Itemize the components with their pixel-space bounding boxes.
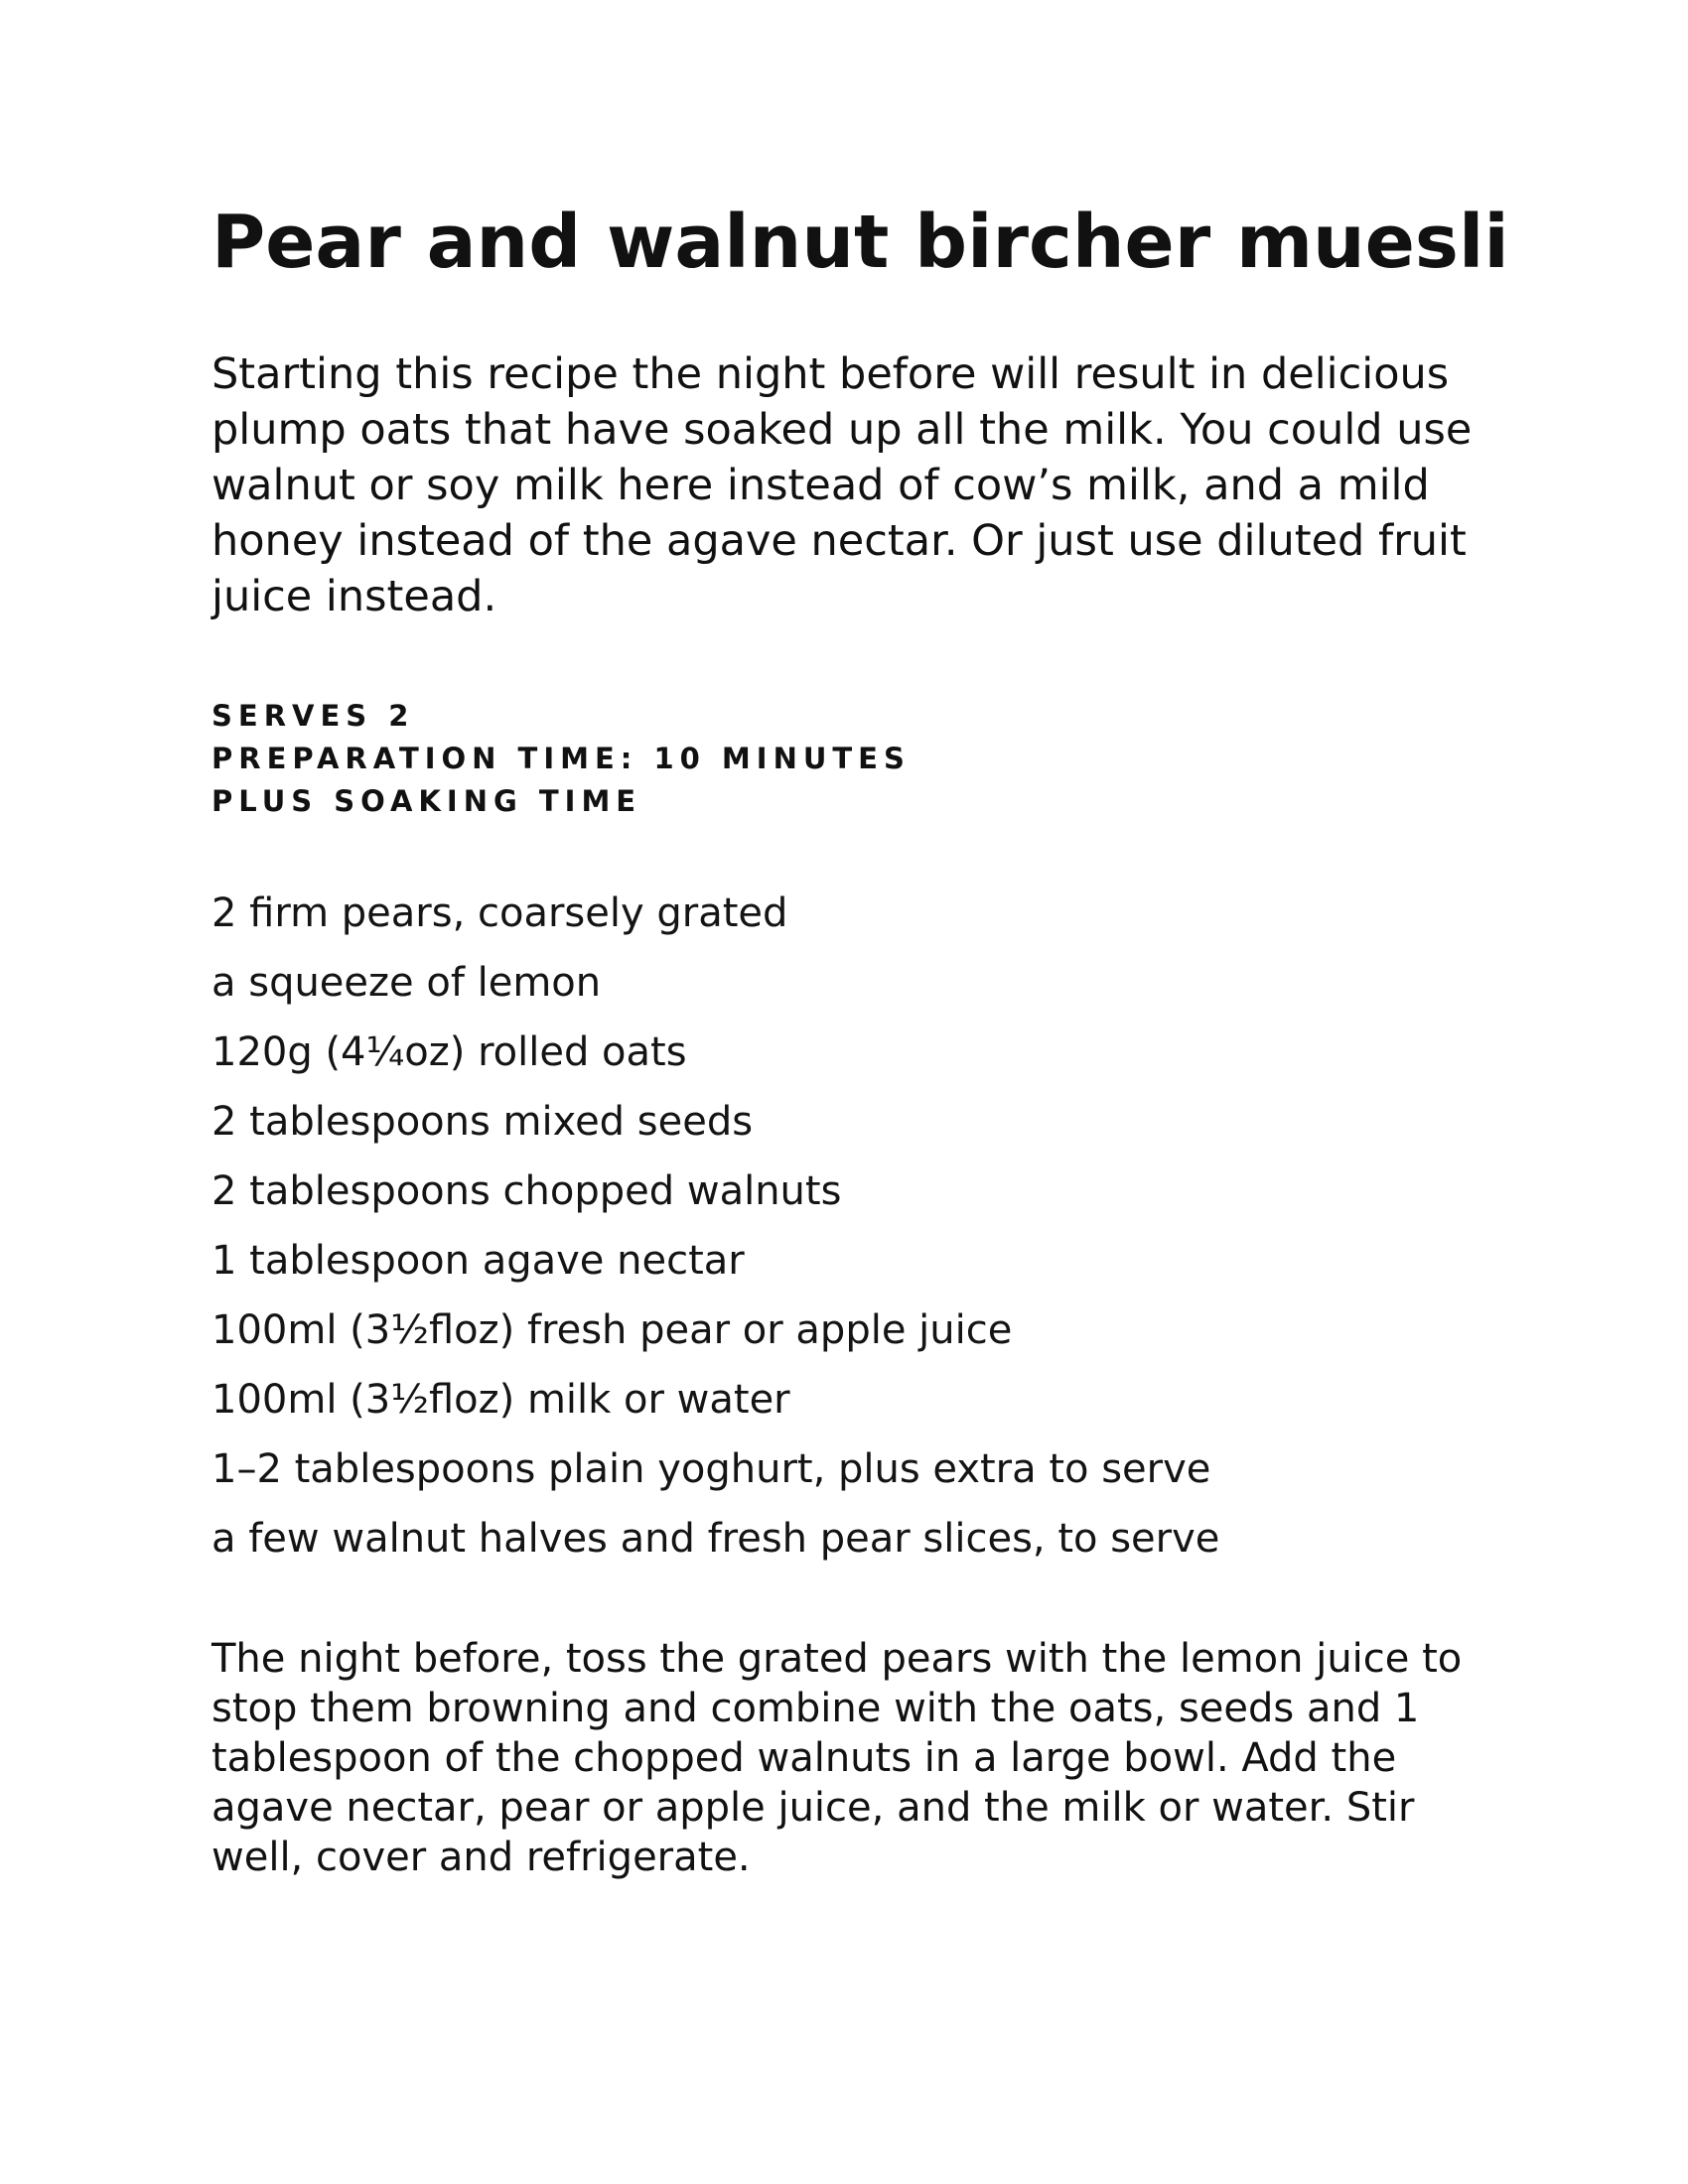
ingredient-item: 120g (4¼oz) rolled oats: [211, 1029, 687, 1075]
recipe-title: Pear and walnut bircher muesli: [211, 200, 1509, 285]
method-paragraph: The night before, toss the grated pears with the lemon juice to stop them browning and combine with the oats, seeds and 1 tablespoon of the chopped walnuts in a large bowl. Add the agave nectar, pear or apple juice, and the milk or water. Stir well, cover and refrigerate.: [211, 1636, 1463, 1880]
ingredient-item: 100ml (3½floz) fresh pear or apple juice: [211, 1307, 1013, 1353]
ingredient-list: [211, 887, 1219, 1582]
recipe-meta: [211, 695, 911, 823]
recipe-page: [211, 0, 1509, 2184]
ingredient-item: 2 firm pears, coarsely grated: [211, 890, 788, 936]
ingredient-item: 1 tablespoon agave nectar: [211, 1238, 745, 1284]
ingredient-item: 2 tablespoons chopped walnuts: [211, 1168, 842, 1214]
ingredient-item: 1–2 tablespoons plain yoghurt, plus extra to serve: [211, 1446, 1211, 1492]
serves-label: SERVES 2: [211, 699, 415, 733]
ingredient-item: a squeeze of lemon: [211, 960, 602, 1006]
preparation-time-label: PREPARATION TIME: 10 MINUTES: [211, 742, 911, 775]
ingredient-item: 100ml (3½floz) milk or water: [211, 1377, 790, 1423]
soaking-time-label: PLUS SOAKING TIME: [211, 784, 642, 818]
ingredient-item: a few walnut halves and fresh pear slices, to serve: [211, 1516, 1220, 1562]
ingredient-item: 2 tablespoons mixed seeds: [211, 1099, 754, 1145]
recipe-intro: Starting this recipe the night before will result in delicious plump oats that have soaked up all the milk. You could use walnut or soy milk here instead of cow’s milk, and a mild honey instead of the agave nectar. Or just use diluted fruit juice instead.: [211, 349, 1473, 621]
